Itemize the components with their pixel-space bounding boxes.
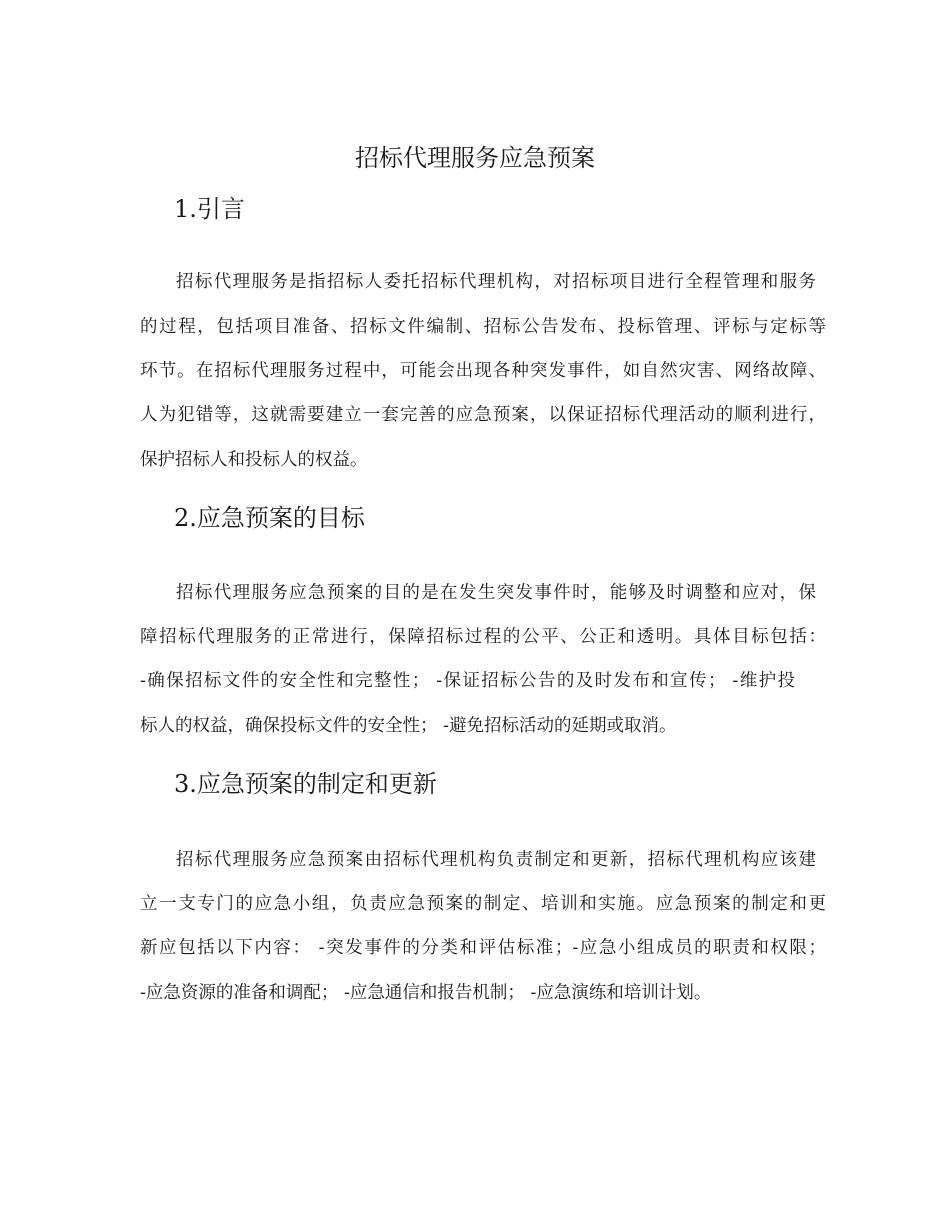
paragraph-line: 的过程，包括项目准备、招标文件编制、招标公告发布、投标管理、评标与定标等 xyxy=(140,317,826,337)
section-heading-objectives: 2.应急预案的目标 xyxy=(174,504,365,532)
paragraph-line: 招标代理服务是指招标人委托招标代理机构，对招标项目进行全程管理和服务 xyxy=(176,272,816,292)
paragraph-line: -应急资源的准备和调配； -应急通信和报告机制； -应急演练和培训计划。 xyxy=(140,983,712,1003)
paragraph-line: 保护招标人和投标人的权益。 xyxy=(140,450,368,470)
document-title: 招标代理服务应急预案 xyxy=(355,144,595,172)
paragraph-line: -确保招标文件的安全性和完整性； -保证招标公告的及时发布和宣传； -维护投 xyxy=(140,671,795,691)
paragraph-line: 新应包括以下内容： -突发事件的分类和评估标准；-应急小组成员的职责和权限； xyxy=(140,938,826,958)
paragraph-line: 招标代理服务应急预案由招标代理机构负责制定和更新，招标代理机构应该建 xyxy=(176,850,816,870)
paragraph-line: 立一支专门的应急小组，负责应急预案的制定、培训和实施。应急预案的制定和更 xyxy=(140,894,826,914)
paragraph-line: 标人的权益，确保投标文件的安全性； -避免招标活动的延期或取消。 xyxy=(140,716,677,736)
section-heading-introduction: 1.引言 xyxy=(174,195,245,223)
paragraph-line: 招标代理服务应急预案的目的是在发生突发事件时，能够及时调整和应对，保 xyxy=(176,583,816,603)
paragraph-line: 人为犯错等，这就需要建立一套完善的应急预案，以保证招标代理活动的顺利进行， xyxy=(140,405,826,425)
section-heading-formulation-and-update: 3.应急预案的制定和更新 xyxy=(174,770,437,798)
paragraph-line: 环节。在招标代理服务过程中，可能会出现各种突发事件，如自然灾害、网络故障、 xyxy=(140,361,826,381)
paragraph-line: 障招标代理服务的正常进行，保障招标过程的公平、公正和透明。具体目标包括： xyxy=(140,627,826,647)
